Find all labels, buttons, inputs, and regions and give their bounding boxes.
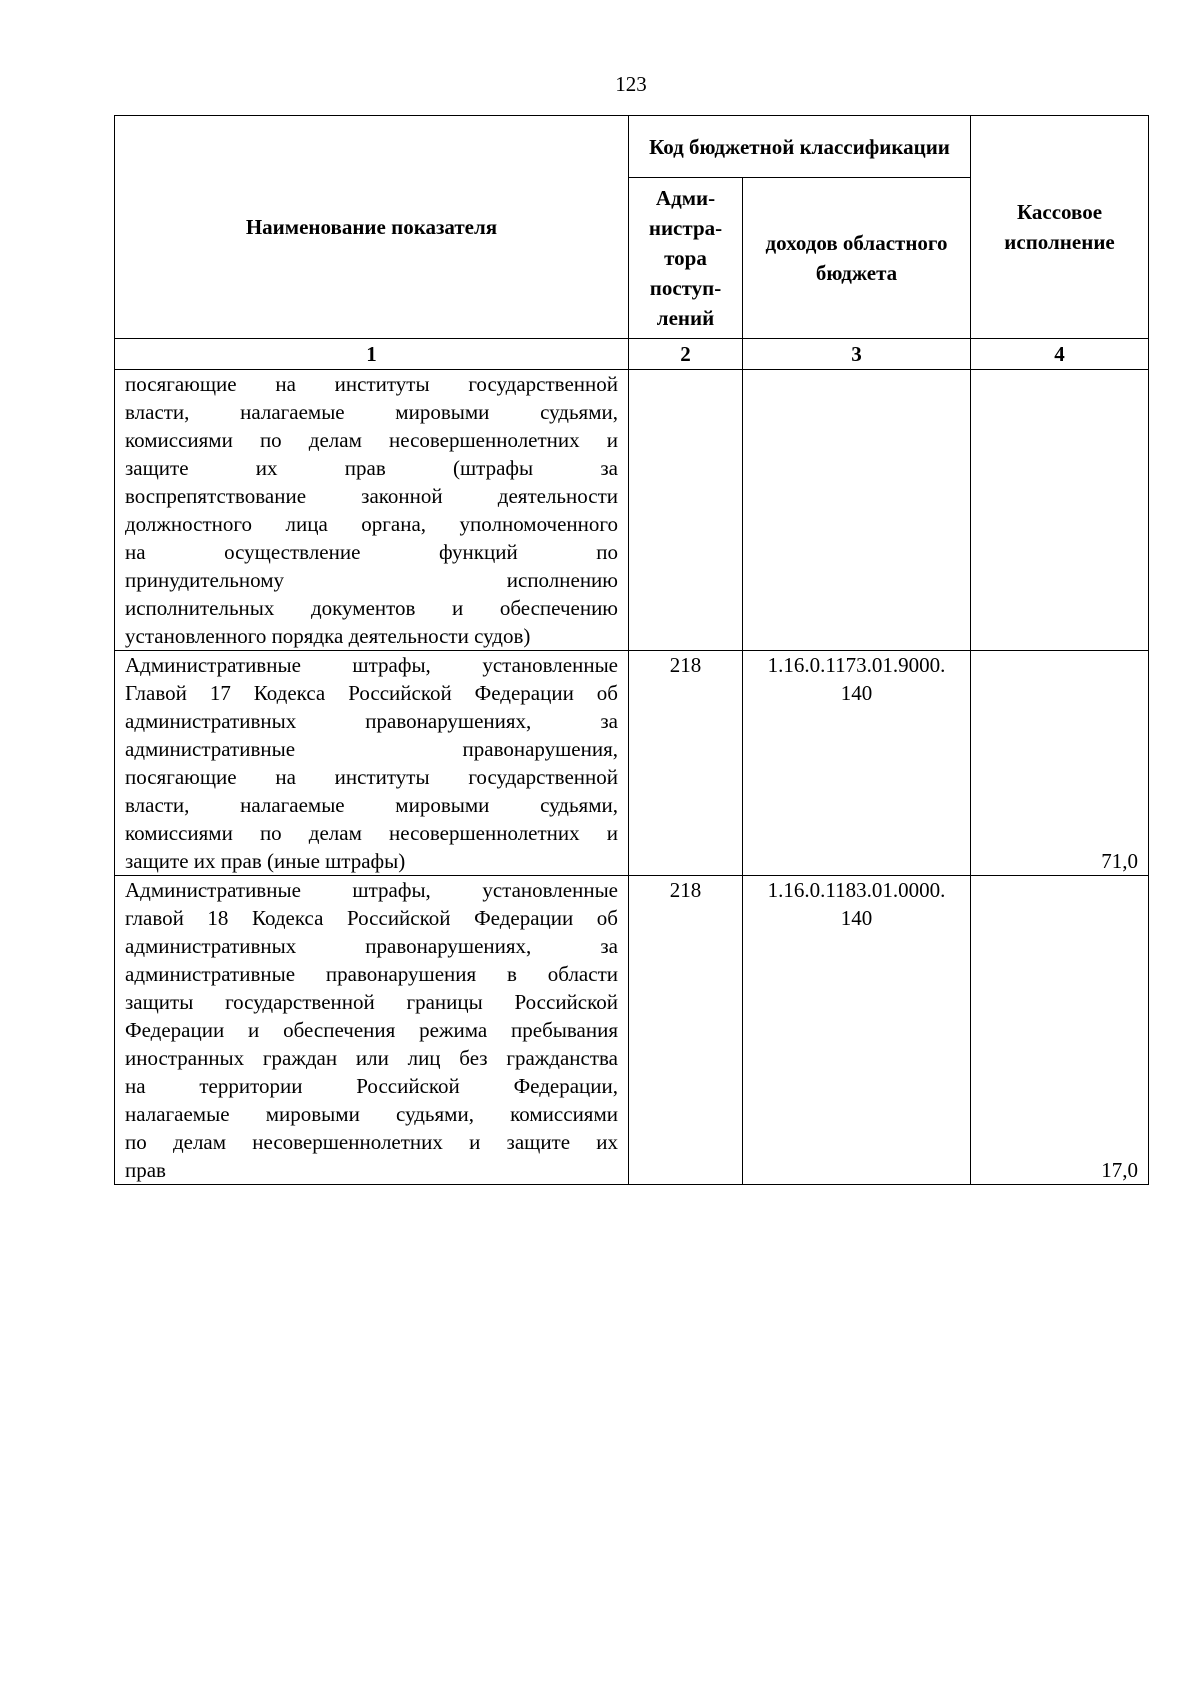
column-number-3: 3: [743, 339, 971, 370]
budget-table: [114, 115, 1149, 1185]
indicator-name-line: власти, налагаемые мировыми судьями,: [125, 400, 618, 424]
header-budget-code: Код бюджетной классификации: [629, 116, 971, 178]
header-admin-code: Адми-нистра-тора поступ-лений: [629, 178, 743, 339]
table-row: [115, 651, 1149, 876]
income-code-cell: [743, 370, 971, 651]
cash-execution-cell: 71,0: [971, 651, 1149, 876]
admin-code-cell: [629, 370, 743, 651]
indicator-name-line: Административные штрафы, установленные: [125, 878, 618, 902]
indicator-name-cell: [115, 651, 629, 876]
table-row: [115, 370, 1149, 651]
header-cash-execution: Кассовое исполнение: [971, 116, 1149, 339]
indicator-name-line: иностранных граждан или лиц без гражданства: [125, 1046, 618, 1070]
page-number: 123: [615, 72, 647, 96]
admin-code-cell: 218: [629, 876, 743, 1185]
header-indicator-name: Наименование показателя: [115, 116, 629, 339]
indicator-name-line: административных правонарушениях, за: [125, 709, 618, 733]
column-number-2: 2: [629, 339, 743, 370]
indicator-name-line: защите их прав (штрафы за: [125, 456, 618, 480]
indicator-name-line: налагаемые мировыми судьями, комиссиями: [125, 1102, 618, 1126]
indicator-name-line: должностного лица органа, уполномоченного: [125, 512, 618, 536]
indicator-name-line: воспрепятствование законной деятельности: [125, 484, 618, 508]
indicator-name-line: установленного порядка деятельности судов): [125, 624, 531, 648]
indicator-name-line: главой 18 Кодекса Российской Федерации об: [125, 906, 618, 930]
indicator-name-line: административные правонарушения в области: [125, 962, 618, 986]
indicator-name-line: посягающие на институты государственной: [125, 765, 618, 789]
income-code-cell: 1.16.0.1183.01.0000. 140: [743, 876, 971, 1185]
indicator-name-line: комиссиями по делам несовершеннолетних и: [125, 428, 618, 452]
cash-execution-cell: [971, 370, 1149, 651]
indicator-name-line: на осуществление функций по: [125, 540, 618, 564]
indicator-name-line: на территории Российской Федерации,: [125, 1074, 618, 1098]
indicator-name-line: власти, налагаемые мировыми судьями,: [125, 793, 618, 817]
table-body: [115, 370, 1149, 1185]
column-number-4: 4: [971, 339, 1149, 370]
indicator-name-line: комиссиями по делам несовершеннолетних и: [125, 821, 618, 845]
indicator-name-line: защите их прав (иные штрафы): [125, 849, 406, 873]
table-row: [115, 876, 1149, 1185]
indicator-name-line: Федерации и обеспечения режима пребывания: [125, 1018, 618, 1042]
income-code-cell: 1.16.0.1173.01.9000. 140: [743, 651, 971, 876]
cash-execution-cell: 17,0: [971, 876, 1149, 1185]
indicator-name-line: защиты государственной границы Российской: [125, 990, 618, 1014]
indicator-name-line: административных правонарушениях, за: [125, 934, 618, 958]
indicator-name-line: административные правонарушения,: [125, 737, 618, 761]
admin-code-cell: 218: [629, 651, 743, 876]
header-income-code: доходов областного бюджета: [743, 178, 971, 339]
indicator-name-line: Административные штрафы, установленные: [125, 653, 618, 677]
indicator-name-line: по делам несовершеннолетних и защите их: [125, 1130, 618, 1154]
indicator-name-line: прав: [125, 1158, 166, 1182]
column-number-1: 1: [115, 339, 629, 370]
indicator-name-cell: [115, 876, 629, 1185]
indicator-name-line: принудительному исполнению: [125, 568, 618, 592]
indicator-name-cell: [115, 370, 629, 651]
indicator-name-line: посягающие на институты государственной: [125, 372, 618, 396]
indicator-name-line: Главой 17 Кодекса Российской Федерации об: [125, 681, 618, 705]
indicator-name-line: исполнительных документов и обеспечению: [125, 596, 618, 620]
